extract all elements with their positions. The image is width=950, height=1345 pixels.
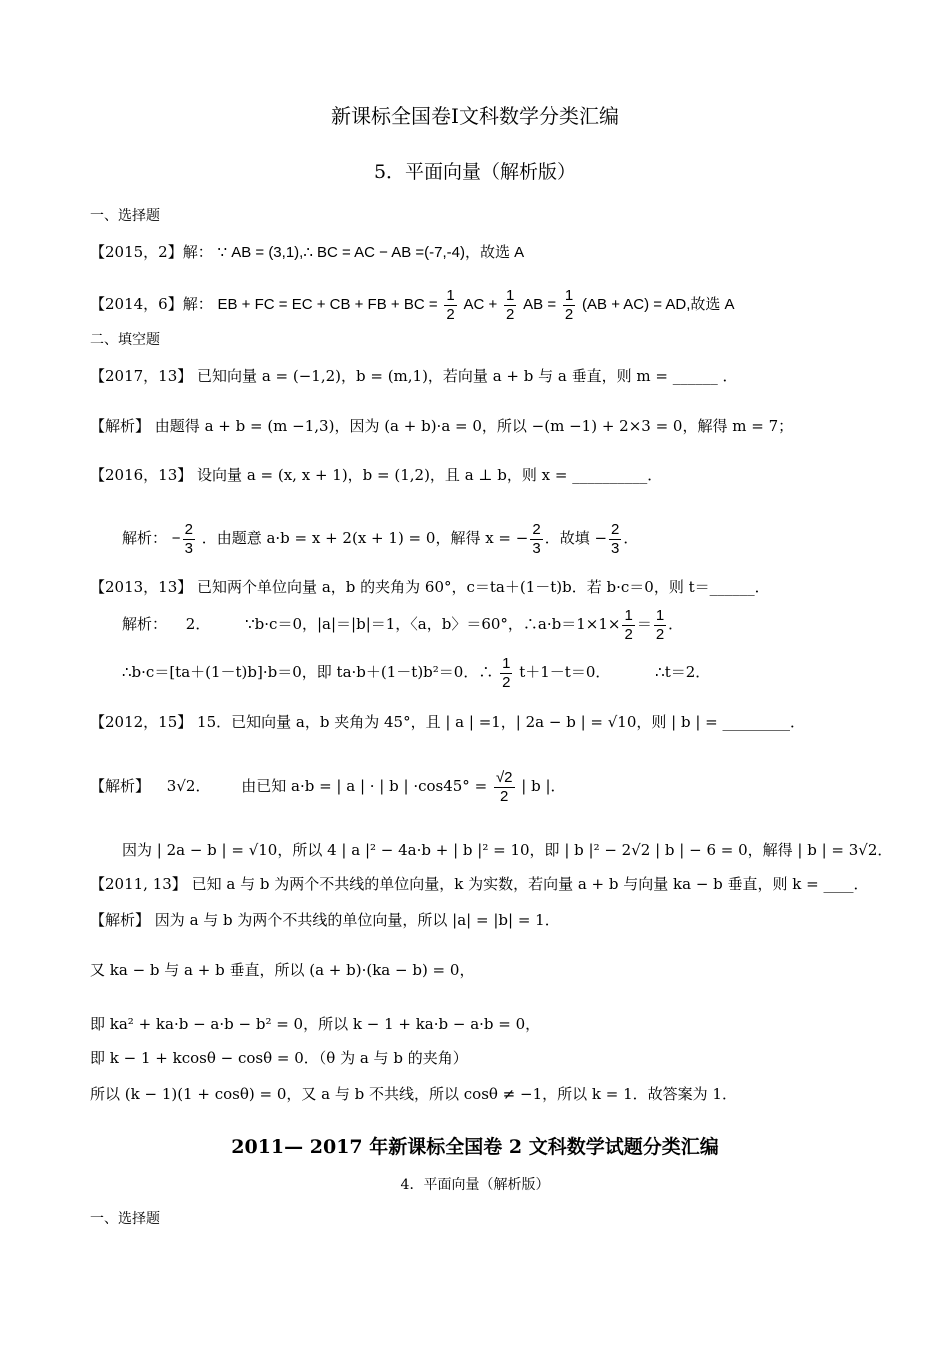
item-2017-question: [90, 366, 737, 386]
item-2015-body: ∵ AB = (3,1),∴ BC = AC − AB =(-7,-4)，故选 A: [217, 244, 525, 261]
item-2013-solution-2: [122, 652, 710, 692]
item-2013-sol2b: t＋1－t＝0．: [519, 663, 611, 681]
doc-subtitle: 5．平面向量（解析版）: [373, 161, 577, 183]
item-2011-tag: 【2011, 13】: [90, 875, 187, 893]
item-2011-solution-4: 即 k − 1 + kcosθ − cosθ = 0．（θ 为 a 与 b 的夹角）: [90, 1049, 468, 1067]
item-2013-question: [90, 577, 770, 597]
fraction-half: $\frac{1}{2}$: [446, 286, 455, 323]
next-doc-subtitle: 4．平面向量（解析版）: [400, 1177, 550, 1193]
item-2013-sol1b: ＝: [636, 615, 652, 633]
item-2014-part4: (AB + AC) = AD,故选 A: [582, 296, 735, 313]
fraction-two-thirds: $\frac{2}{3}$: [184, 520, 193, 557]
item-2012-solution-1: [90, 764, 566, 808]
section-choice: 一、选择题: [90, 208, 160, 224]
section-fill: 二、填空题: [90, 332, 160, 348]
item-2017-sol-tag: 【解析】: [90, 417, 151, 435]
fraction-half: $\frac{1}{2}$: [502, 654, 511, 691]
item-2017-solution: [90, 416, 793, 436]
item-2016-question: [90, 465, 662, 485]
item-2013-sol-label: 解析：: [122, 615, 168, 633]
item-2012-answer: 3√2．: [166, 777, 211, 795]
item-2012-sol-tag: 【解析】: [90, 777, 151, 795]
item-2016-tag: 【2016，13】: [90, 466, 193, 484]
minus-sign: −: [171, 530, 181, 547]
item-2015: [90, 242, 524, 263]
item-2017-text: 已知向量 a = (−1,2)，b = (m,1)，若向量 a + b 与 a 垂直，则 m = ______ ．: [197, 367, 738, 385]
item-2013-solution-1: [122, 604, 683, 644]
item-2011-question: [90, 874, 869, 894]
item-2013-text: 已知两个单位向量 a，b 的夹角为 60°，c＝ta＋(1－t)b．若 b·c＝0，则 t＝______．: [197, 578, 770, 596]
item-2011-solution-1: [90, 910, 560, 930]
fraction-two-thirds: $\frac{2}{3}$: [611, 520, 620, 557]
item-2011-solution-3: 即 ka² + ka·b − a·b − b² = 0，所以 k − 1 + ka·b − a·b = 0，: [90, 1015, 541, 1033]
next-doc-title: 2011— 2017 年新课标全国卷 2 文科数学试题分类汇编: [231, 1136, 719, 1158]
item-2014-part2: AC +: [463, 296, 498, 313]
item-2016-solution: [122, 518, 638, 559]
item-2013-tag: 【2013，13】: [90, 578, 193, 596]
item-2017-sol-text: 由题得 a + b = (m −1,3)，因为 (a + b)·a = 0，所以 −(m −1) + 2×3 = 0，解得 m = 7；: [154, 417, 794, 435]
next-section-choice: 一、选择题: [90, 1211, 160, 1227]
item-2017-tag: 【2017，13】: [90, 367, 193, 385]
fraction-half: $\frac{1}{2}$: [506, 286, 515, 323]
item-2011-sol-text: 因为 a 与 b 为两个不共线的单位向量，所以 |a| = |b| = 1．: [154, 911, 560, 929]
item-2016-sol-label: 解析：: [122, 529, 168, 547]
item-2013-sol2c: ∴t＝2．: [655, 663, 711, 681]
item-2011-sol-tag: 【解析】: [90, 911, 151, 929]
fraction-root2-over-2: $\frac{√2}{2}$: [495, 768, 513, 805]
item-2014-tag: 【2014，6】解：: [90, 295, 213, 313]
item-2015-tag: 【2015，2】解：: [90, 243, 213, 261]
item-2016-sol-mid2: ．故填 −: [544, 529, 608, 547]
item-2012-sol1a: 由已知 a·b = | a | · | b | ·cos45° =: [241, 777, 488, 795]
item-2016-sol-end: ．: [623, 529, 639, 547]
item-2014-part3: AB =: [523, 296, 557, 313]
item-2013-sol1c: ．: [668, 615, 684, 633]
item-2013-sol1: ∵b·c＝0，|a|＝|b|＝1，〈a，b〉＝60°，∴a·b＝1×1×: [245, 615, 621, 633]
item-2011-solution-2: 又 ka − b 与 a + b 垂直，所以 (a + b)·(ka − b) = 0，: [90, 961, 475, 979]
fraction-two-thirds: $\frac{2}{3}$: [532, 520, 541, 557]
fraction-half: $\frac{1}{2}$: [564, 286, 574, 323]
item-2014-part1: EB + FC = EC + CB + FB + BC =: [217, 296, 438, 313]
item-2016-text: 设向量 a = (x, x + 1)，b = (1,2)，且 a ⊥ b，则 x = __________．: [197, 466, 663, 484]
item-2016-sol-mid: ．由题意 a·b = x + 2(x + 1) = 0，解得 x = −: [201, 529, 529, 547]
item-2011-text: 已知 a 与 b 为两个不共线的单位向量，k 为实数，若向量 a + b 与向量 ka − b 垂直，则 k = ____．: [191, 875, 869, 893]
item-2011-solution-5: 所以 (k − 1)(1 + cosθ) = 0，又 a 与 b 不共线，所以 cosθ ≠ −1，所以 k = 1．故答案为 1．: [90, 1085, 737, 1103]
fraction-half: $\frac{1}{2}$: [624, 606, 633, 643]
fraction-half: $\frac{1}{2}$: [655, 606, 665, 643]
item-2012-question: [90, 712, 805, 732]
doc-title: 新课标全国卷Ⅰ文科数学分类汇编: [331, 104, 619, 128]
item-2014: [90, 284, 735, 325]
item-2012-text: 15．已知向量 a，b 夹角为 45°，且 | a | =1，| 2a − b | = √10，则 | b | = _________．: [197, 713, 806, 731]
item-2013-sol2a: ∴b·c＝[ta＋(1－t)b]·b＝0，即 ta·b＋(1－t)b²＝0．∴: [122, 663, 494, 681]
item-2012-sol1b: | b |．: [521, 777, 566, 795]
item-2012-tag: 【2012，15】: [90, 713, 193, 731]
item-2013-answer: 2．: [185, 615, 211, 633]
item-2012-solution-2: 因为 | 2a − b | = √10，所以 4 | a |² − 4a·b + | b |² = 10，即 | b |² − 2√2 | b | − 6 = 0，解得 | b | = 3√2．: [122, 841, 893, 859]
